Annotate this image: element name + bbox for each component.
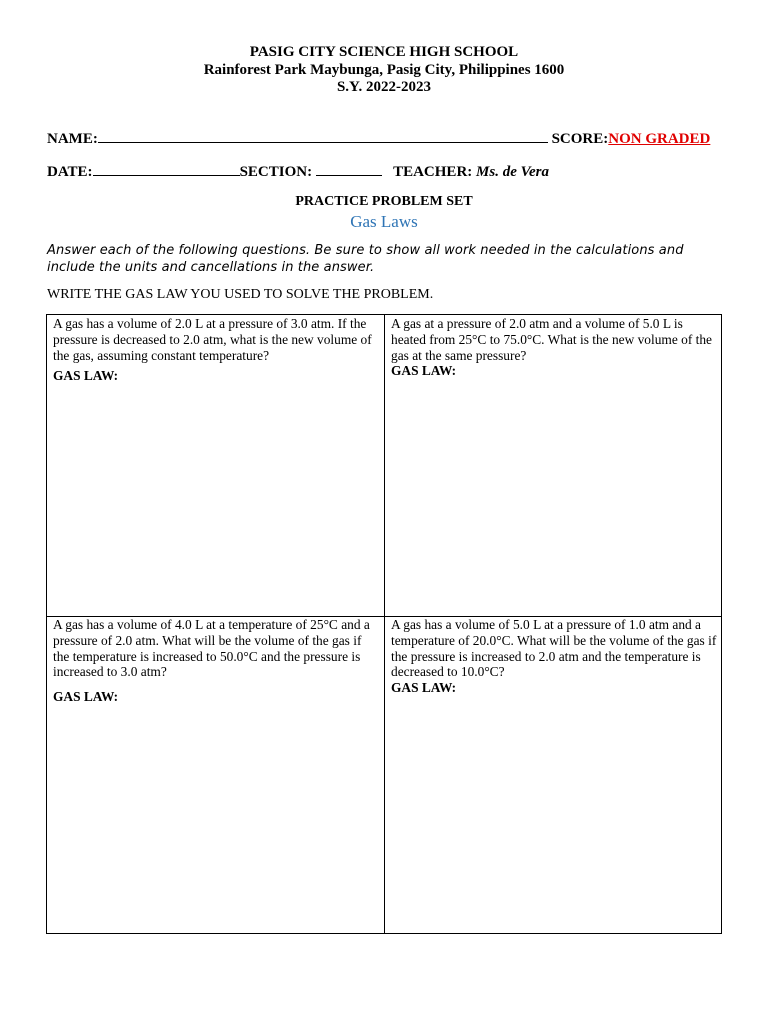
problem-text: A gas has a volume of 2.0 L at a pressure of 3.0 atm. If the pressure is decreased to 2.0 atm, what is the new volume of the gas, assuming constant temperature?: [53, 316, 372, 363]
gas-law-label: GAS LAW:: [391, 680, 457, 696]
topic-title: Gas Laws: [350, 212, 418, 231]
problem-cell-2[interactable]: [391, 316, 717, 379]
school-year: S.Y. 2022-2023: [336, 79, 432, 95]
date-label: DATE:: [47, 164, 93, 180]
problem-text: A gas at a pressure of 2.0 atm and a volume of 5.0 L is heated from 25°C to 75.0°C. What is the new volume of the gas at the same pressure?: [391, 316, 712, 363]
score-value: NON GRADED: [608, 131, 711, 147]
gas-law-label: GAS LAW:: [391, 363, 457, 379]
gas-law-label: GAS LAW:: [53, 368, 119, 384]
name-blank[interactable]: [98, 127, 548, 143]
date-section-teacher-row: [47, 160, 549, 181]
problem-text: A gas has a volume of 4.0 L at a temperature of 25°C and a pressure of 2.0 atm. What will be the volume of the gas if the temperature is increased to 50.0°C and the pressure is increased to 3.0 atm?: [53, 617, 370, 680]
gas-law-label: GAS LAW:: [53, 689, 119, 705]
name-label: NAME:: [47, 131, 98, 147]
score-label: SCORE:: [551, 131, 609, 147]
problem-cell-1[interactable]: [53, 316, 375, 384]
section-label: SECTION:: [239, 164, 313, 180]
problem-cell-4[interactable]: [391, 617, 717, 696]
school-address: Rainforest Park Maybunga, Pasig City, Philippines 1600: [203, 62, 565, 78]
instructions: Answer each of the following questions. Be sure to show all work needed in the calculations and include the units and cancellations in the answer.: [47, 243, 684, 275]
teacher-name: Ms. de Vera: [476, 164, 549, 180]
table-divider-vertical: [384, 315, 385, 933]
teacher-label: TEACHER:: [393, 164, 473, 180]
section-blank[interactable]: [316, 160, 382, 176]
name-score-row: [47, 127, 727, 148]
problem-cell-3[interactable]: [53, 617, 375, 705]
problem-text: A gas has a volume of 5.0 L at a pressure of 1.0 atm and a temperature of 20.0°C. What will be the volume of the gas if the pressure is increased to 2.0 atm and the temperature is decreased to 10.0°C?: [391, 617, 717, 680]
date-blank[interactable]: [93, 160, 240, 176]
problem-table: [46, 314, 722, 934]
school-name: PASIG CITY SCIENCE HIGH SCHOOL: [249, 44, 519, 60]
gas-law-instruction: WRITE THE GAS LAW YOU USED TO SOLVE THE PROBLEM.: [47, 287, 434, 302]
page-title: PRACTICE PROBLEM SET: [295, 194, 473, 209]
